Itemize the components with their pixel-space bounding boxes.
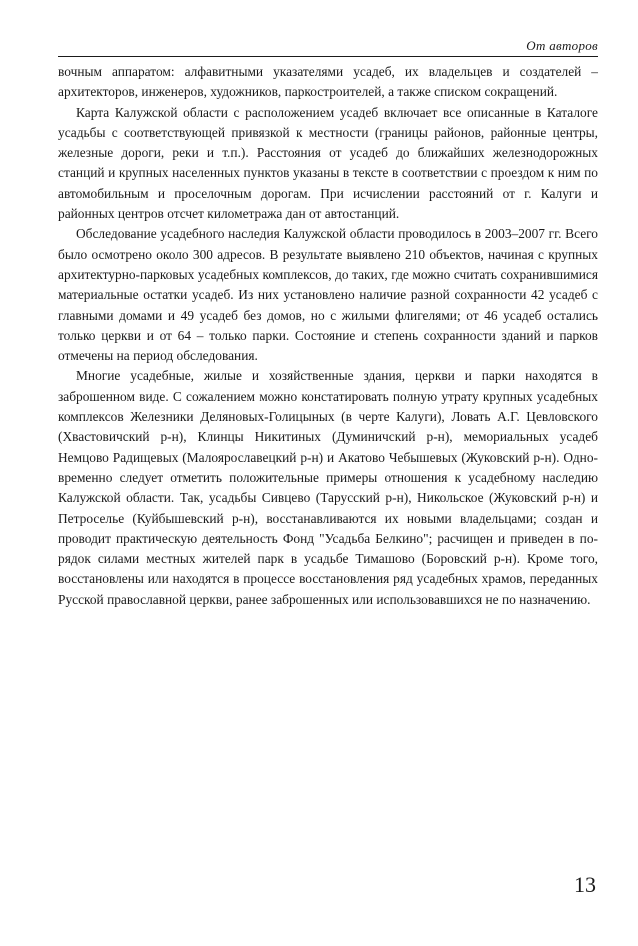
paragraph-condition: Многие усадебные, жилые и хозяйственные здания, церкви и парки находятся в заброшенном виде. С сожалением можно констатировать полную утрату крупных усадебных комплексов Железники Деляновых-Голицыных (в черте Калуги), Ловать А.Г. Цевловского (Хвастовичский р-н), Клинцы Никитиных (Думиничский р-н), мемориальных усадеб Немцово Радищевых (Малоярославецкий р-н) и Акатово Чебышевых (Жуковский р-н). Одновременно следует отметить положительные примеры отношения к усадебному наследию Калужской области. Так, усадьбы Сивцево (Тарусский р-н), Никольское (Жуковский р-н) и Петроселье (Куйбышевский р-н), восстанавливаются их новыми владельцами; создан и проводит практическую деятельность Фонд "Усадьба Белкино"; расчищен и приведен в порядок силами местных жителей парк в усадьбе Тимашово (Боровский р-н). Кроме того, восстановлены или находятся в процессе восстановления ряд усадебных храмов, переданных Русской православной церкви, ранее заброшенных или использовавшихся не по назначению. bbox=[58, 368, 598, 607]
page-number: 13 bbox=[574, 872, 596, 897]
paragraph-continuation: вочным аппаратом: алфавитными указателями усадеб, их владельцев и создателей – архитекторов, инженеров, художников, паркостроителей, а также списком сокращений. bbox=[58, 64, 598, 100]
paragraph-survey: Обследование усадебного наследия Калужской области проводилось в 2003–2007 гг. Всего было осмотрено около 300 адресов. В результате выявлено 210 объектов, начиная с крупных архитектурно-парковых усадебных комплексов, до таких, где можно считать сохранившимися материальные остатки усадеб. Из них установлено наличие разной сохранности 42 усадеб с главными домами и 49 усадеб без домов, но с жилыми флигелями; от 46 усадеб остались только церкви и от 64 – только парки. Состояние и степень сохранности зданий и парков отмечены на период обследования. bbox=[58, 226, 598, 364]
header-rule bbox=[58, 56, 598, 57]
body-text bbox=[58, 62, 598, 610]
running-header: От авторов bbox=[526, 38, 598, 53]
paragraph-map: Карта Калужской области с расположением усадеб включает все описанные в Каталоге усадьбы с соответствующей привязкой к местности (границы районов, районные центры, железные дороги, реки и т.п.). Расстояния от усадеб до ближайших железнодорожных станций и крупных населенных пунктов указаны в тексте в соответствии с проездом к ним по автомобильным и проселочным дорогам. При исчислении расстояний от г. Калуги и районных центров отсчет километража дан от автостанций. bbox=[58, 104, 598, 222]
